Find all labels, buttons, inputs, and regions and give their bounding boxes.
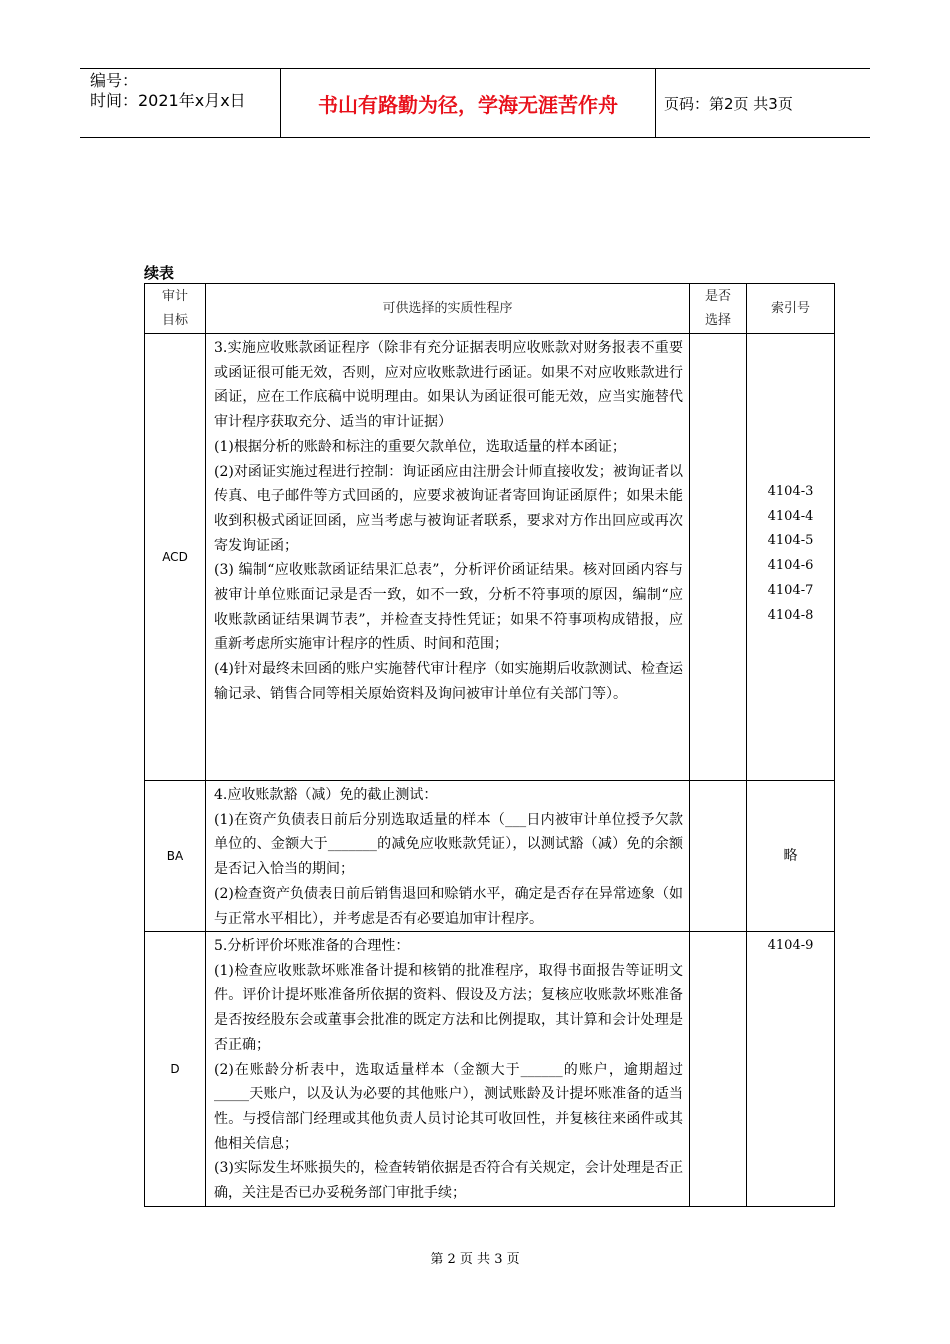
goal-cell bbox=[145, 334, 206, 781]
header-procedure-cell bbox=[206, 284, 690, 334]
audit-goal: ACD bbox=[162, 550, 188, 564]
index-ref: 4104-5 bbox=[767, 533, 814, 549]
table-row bbox=[145, 334, 835, 781]
table-row bbox=[145, 781, 835, 932]
header-select-line1: 是否 bbox=[704, 289, 731, 304]
select-cell[interactable] bbox=[690, 334, 747, 781]
header-select-cell bbox=[690, 284, 747, 334]
procedure-paragraph: (1)在资产负债表日前后分别选取适量的样本（___日内被审计单位授予欠款单位的、金额大于_______的减免应收账款凭证），以测试豁（减）免的余额是否记入恰当的期间； bbox=[214, 811, 683, 878]
select-cell[interactable] bbox=[690, 781, 747, 932]
procedure-paragraph: 3.实施应收账款函证程序（除非有充分证据表明应收账款对财务报表不重要或函证很可能无效，否则，应对应收账款进行函证。如果不对应收账款进行函证，应在工作底稿中说明理由。如果认为函证很可能无效，应当实施替代审计程序获取充分、适当的审计证据） bbox=[214, 340, 683, 431]
procedure-paragraph: 5.分析评价坏账准备的合理性： bbox=[214, 938, 410, 954]
page-footer: 第 2 页 共 3 页 bbox=[430, 1252, 520, 1267]
index-ref: 4104-4 bbox=[767, 508, 814, 524]
index-cell bbox=[747, 932, 835, 1207]
procedure-paragraph: (1)根据分析的账龄和标注的重要欠款单位，选取适量的样本函证； bbox=[214, 438, 626, 455]
header-index-cell bbox=[747, 284, 835, 334]
index-cell bbox=[747, 781, 835, 932]
procedure-paragraph: (2)检查资产负债表日前后销售退回和赊销水平，确定是否存在异常迹象（如与正常水平相比），并考虑是否有必要追加审计程序。 bbox=[214, 885, 683, 927]
procedure-cell bbox=[206, 334, 690, 781]
audit-procedure-table bbox=[144, 283, 835, 1207]
index-cell bbox=[747, 334, 835, 781]
procedure-paragraph: (3) 编制“应收账款函证结果汇总表”，分析评价函证结果。核对回函内容与被审计单位账面记录是否一致，如不一致，分析不符事项的原因，编制“应收账款函证结果调节表”，并检查支持性凭证；如果不符事项构成错报，应重新考虑所实施审计程序的性质、时间和范围； bbox=[214, 562, 683, 653]
index-ref: 4104-9 bbox=[767, 938, 814, 953]
index-ref: 4104-3 bbox=[767, 484, 814, 499]
select-cell[interactable] bbox=[690, 932, 747, 1207]
header-goal-cell bbox=[145, 284, 206, 334]
procedure-paragraph: (3)实际发生坏账损失的，检查转销依据是否符合有关规定，会计处理是否正确，关注是否已办妥税务部门审批手续； bbox=[214, 1160, 683, 1202]
header-goal-line2: 目标 bbox=[161, 313, 188, 328]
procedure-cell bbox=[206, 781, 690, 932]
header-index: 索引号 bbox=[770, 300, 810, 316]
table-row bbox=[145, 932, 835, 1207]
header-meta bbox=[80, 69, 280, 137]
page-info: 页码：第2页 共3页 bbox=[664, 94, 793, 113]
procedure-paragraph: 4.应收账款豁（减）免的截止测试： bbox=[214, 787, 438, 803]
header-select-line2: 选择 bbox=[704, 313, 731, 328]
goal-cell bbox=[145, 932, 206, 1207]
procedure-paragraph: (2)在账龄分析表中，选取适量样本（金额大于______的账户，逾期超过 _____天账户，以及认为必要的其他账户），测试账龄及计提坏账准备的适当性。与授信部门经理或其他负责人员讨论其可收回性，并复核往来函件或其他相关信息； bbox=[214, 1061, 697, 1152]
audit-goal: BA bbox=[166, 849, 184, 863]
table-header-row bbox=[145, 284, 835, 334]
document-header bbox=[80, 68, 870, 138]
procedure-paragraph: (1)检查应收账款坏账准备计提和核销的批准程序，取得书面报告等证明文件。评价计提坏账准备所依据的资料、假设及方法；复核应收账款坏账准备是否按经股东会或董事会批准的既定方法和比例提取，其计算和会计处理是否正确； bbox=[214, 962, 683, 1053]
motto-text: 书山有路勤为径，学海无涯苦作舟 bbox=[280, 69, 656, 137]
header-goal-line1: 审计 bbox=[161, 289, 188, 304]
number-label: 编号： bbox=[90, 71, 139, 90]
procedure-paragraph: (2)对函证实施过程进行控制：询证函应由注册会计师直接收发；被询证者以传真、电子邮件等方式回函的，应要求被询证者寄回询证函原件；如果未能收到积极式函证回函，应当考虑与被询证者联系，要求对方作出回应或再次寄发询证函； bbox=[214, 463, 683, 554]
header-procedure: 可供选择的实质性程序 bbox=[382, 300, 513, 316]
index-ref: 略 bbox=[783, 847, 798, 864]
table-caption: 续表 bbox=[144, 264, 175, 282]
audit-goal: D bbox=[170, 1062, 180, 1076]
procedure-paragraph: (4)针对最终未回函的账户实施替代审计程序（如实施期后收款测试、检查运输记录、销售合同等相关原始资料及询问被审计单位有关部门等）。 bbox=[214, 661, 683, 702]
index-ref: 4104-6 bbox=[767, 558, 814, 574]
goal-cell bbox=[145, 781, 206, 932]
index-ref: 4104-8 bbox=[767, 607, 814, 623]
date-label: 时间：2021年x月x日 bbox=[90, 91, 246, 110]
index-ref: 4104-7 bbox=[767, 582, 814, 598]
procedure-cell bbox=[206, 932, 697, 1207]
